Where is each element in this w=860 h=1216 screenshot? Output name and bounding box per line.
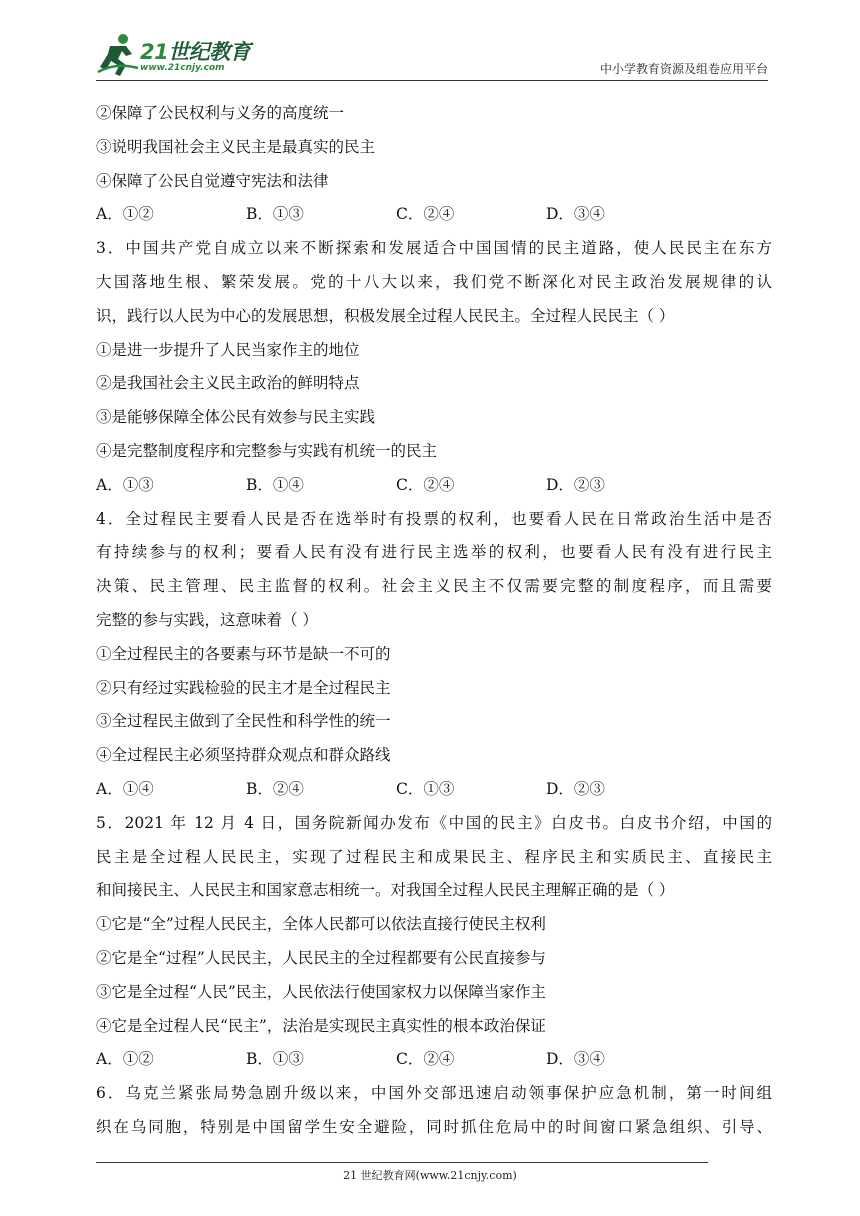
option-line: ④全过程民主必须坚持群众观点和群众路线 — [96, 746, 391, 765]
site-logo[interactable] — [96, 32, 266, 78]
option-line: ④保障了公民自觉遵守宪法和法律 — [96, 171, 329, 190]
choice-d: D．③④ — [546, 1050, 605, 1069]
option-line: ②保障了公民权利与义务的高度统一 — [96, 104, 345, 122]
question-5-text: 和间接民主、人民民主和国家意志相统一。对我国全过程人民民主理解正确的是（ ） — [96, 881, 675, 900]
option-line: ④它是全过程人民“民主”，法治是实现民主真实性的根本政治保证 — [96, 1016, 546, 1035]
choice-a: A．①② — [96, 205, 154, 224]
option-line: ①全过程民主的各要素与环节是缺一不可的 — [96, 644, 391, 663]
option-line: ③说明我国社会主义民主是最真实的民主 — [96, 137, 376, 156]
option-line: ①是进一步提升了人民当家作主的地位 — [96, 340, 360, 359]
option-line: ③它是全过程“人民”民主，人民依法行使国家权力以保障当家作主 — [96, 982, 546, 1001]
answer-choices — [96, 773, 772, 807]
choice-b: B．①③ — [246, 1050, 304, 1069]
question-3-text: 大国落地生根、繁荣发展。党的十八大以来，我们党不断深化对民主政治发展规律的认 — [96, 272, 772, 291]
header-divider — [96, 80, 768, 81]
question-6-text: 6．乌克兰紧张局势急剧升级以来，中国外交部迅速启动领事保护应急机制，第一时间组 — [96, 1084, 772, 1103]
choice-b: B．①③ — [246, 205, 304, 224]
choice-c: C．②④ — [396, 205, 455, 224]
question-4-text: 有持续参与的权利；要看人民有没有进行民主选举的权利，也要看人民有没有进行民主 — [96, 543, 772, 562]
choice-c: C．①③ — [396, 779, 455, 798]
option-line: ②是我国社会主义民主政治的鲜明特点 — [96, 374, 360, 393]
platform-name: 中小学教育资源及组卷应用平台 — [599, 62, 768, 76]
footer-divider — [96, 1162, 708, 1163]
option-line: ②它是全“过程”人民民主，人民民主的全过程都要有公民直接参与 — [96, 948, 546, 967]
answer-choices — [96, 1043, 772, 1077]
option-line: ①它是“全”过程人民民主，全体人民都可以依法直接行使民主权利 — [96, 915, 546, 934]
choice-b: B．①④ — [246, 475, 304, 494]
choice-d: D．③④ — [546, 205, 605, 224]
question-4-text: 4．全过程民主要看人民是否在选举时有投票的权利，也要看人民在日常政治生活中是否 — [96, 509, 772, 528]
answer-choices — [96, 198, 772, 232]
choice-c: C．②④ — [396, 475, 455, 494]
choice-d: D．②③ — [546, 475, 605, 494]
question-4-text: 决策、民主管理、民主监督的权利。社会主义民主不仅需要完整的制度程序，而且需要 — [96, 577, 772, 596]
logo-url: www.21cnjy.com — [140, 63, 225, 73]
choice-a: A．①② — [96, 1050, 154, 1069]
logo-brand: 21世纪教育 — [140, 40, 251, 64]
option-line: ③全过程民主做到了全民性和科学性的统一 — [96, 712, 391, 731]
question-4-text: 完整的参与实践，这意味着（ ） — [96, 610, 318, 629]
question-5-text: 民主是全过程人民民主，实现了过程民主和成果民主、程序民主和实质民主、直接民主 — [96, 847, 772, 866]
option-line: ③是能够保障全体公民有效参与民主实践 — [96, 408, 376, 427]
page-header — [96, 30, 768, 82]
choice-a: A．①④ — [96, 779, 154, 798]
runner-logo-icon — [96, 32, 140, 78]
document-body — [96, 97, 772, 1145]
choice-d: D．②③ — [546, 779, 605, 798]
question-3-text: 3．中国共产党自成立以来不断探索和发展适合中国国情的民主道路，使人民民主在东方 — [96, 239, 772, 258]
choice-b: B．②④ — [246, 779, 304, 798]
question-3-text: 识，践行以人民为中心的发展思想，积极发展全过程人民民主。全过程人民民主（ ） — [96, 306, 675, 325]
choice-c: C．②④ — [396, 1050, 455, 1069]
option-line: ②只有经过实践检验的民主才是全过程民主 — [96, 678, 391, 697]
page-footer[interactable]: 21 世纪教育网(www.21cnjy.com) — [343, 1169, 517, 1182]
question-5-text: 5．2021 年 12 月 4 日，国务院新闻办发布《中国的民主》白皮书。白皮书介绍，中国的 — [96, 813, 772, 832]
option-line: ④是完整制度程序和完整参与实践有机统一的民主 — [96, 441, 438, 460]
choice-a: A．①③ — [96, 475, 154, 494]
question-6-text: 织在乌同胞，特别是中国留学生安全避险，同时抓住危局中的时间窗口紧急组织、引导、 — [96, 1117, 772, 1136]
answer-choices — [96, 469, 772, 503]
